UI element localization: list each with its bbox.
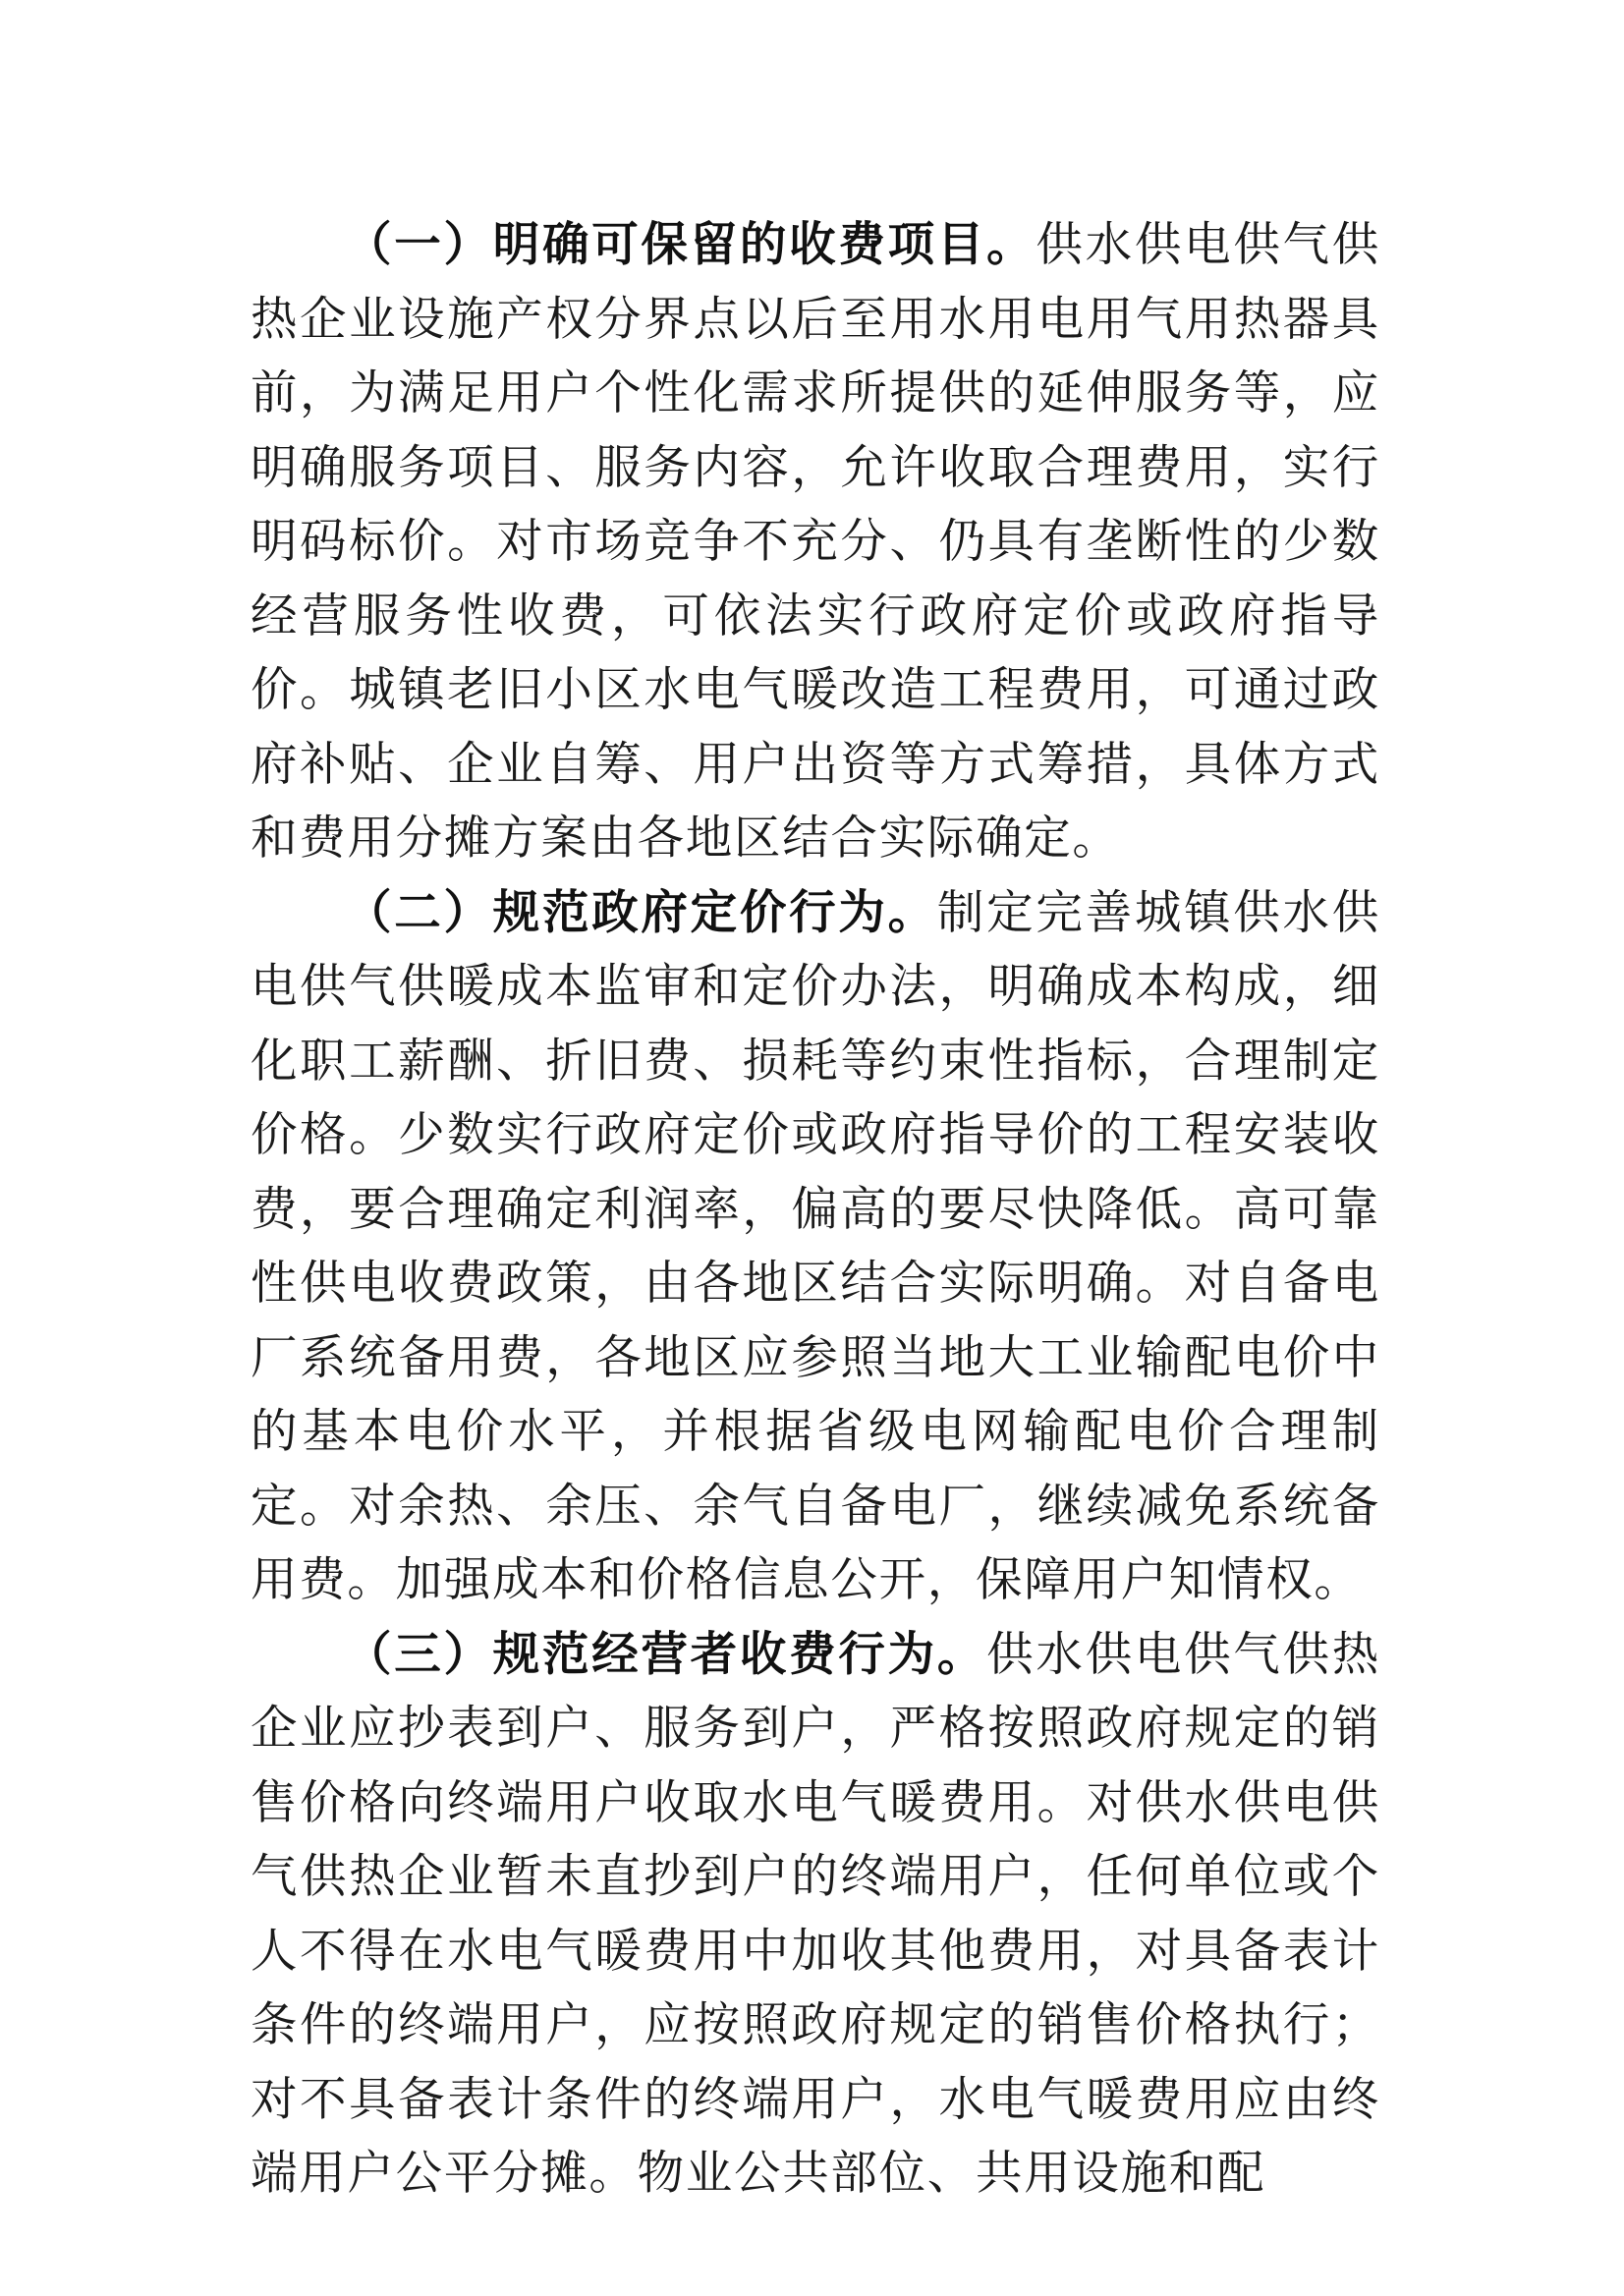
section-heading-3: （三）规范经营者收费行为。	[345, 1627, 987, 1682]
paragraph-text-1: 供水供电供气供热企业设施产权分界点以后至用水用电用气用热器具前，为满足用户个性化需求所提供的延伸服务等，应明确服务项目、服务内容，允许收取合理费用，实行明码标价。对市场竞争不充分、仍具有垄断性的少数经营服务性收费，可依法实行政府定价或政府指导价。城镇老旧小区水电气暖改造工程费用，可通过政府补贴、企业自筹、用户出资等方式筹措，具体方式和费用分摊方案由各地区结合实际确定。	[251, 218, 1380, 866]
paragraph-text-2: 制定完善城镇供水供电供气供暖成本监审和定价办法，明确成本构成，细化职工薪酬、折旧费、损耗等约束性指标，合理制定价格。少数实行政府定价或政府指导价的工程安装收费，要合理确定利润率，偏高的要尽快降低。高可靠性供电收费政策，由各地区结合实际明确。对自备电厂系统备用费，各地区应参照当地大工业输配电价中的基本电价水平，并根据省级电网输配电价合理制定。对余热、余压、余气自备电厂，继续减免系统备用费。加强成本和价格信息公开，保障用户知情权。	[251, 885, 1380, 1607]
paragraph-3	[251, 1618, 1380, 2212]
paragraph-1	[251, 208, 1380, 876]
section-heading-2: （二）规范政府定价行为。	[345, 885, 937, 940]
paragraph-2	[251, 876, 1380, 1618]
section-heading-1: （一）明确可保留的收费项目。	[345, 218, 1036, 272]
paragraph-text-3: 供水供电供气供热企业应抄表到户、服务到户，严格按照政府规定的销售价格向终端用户收取水电气暖费用。对供水供电供气供热企业暂未直抄到户的终端用户，任何单位或个人不得在水电气暖费用中加收其他费用，对具备表计条件的终端用户，应按照政府规定的销售价格执行；对不具备表计条件的终端用户，水电气暖费用应由终端用户公平分摊。物业公共部位、共用设施和配	[251, 1627, 1380, 2201]
document-body	[251, 208, 1380, 2212]
